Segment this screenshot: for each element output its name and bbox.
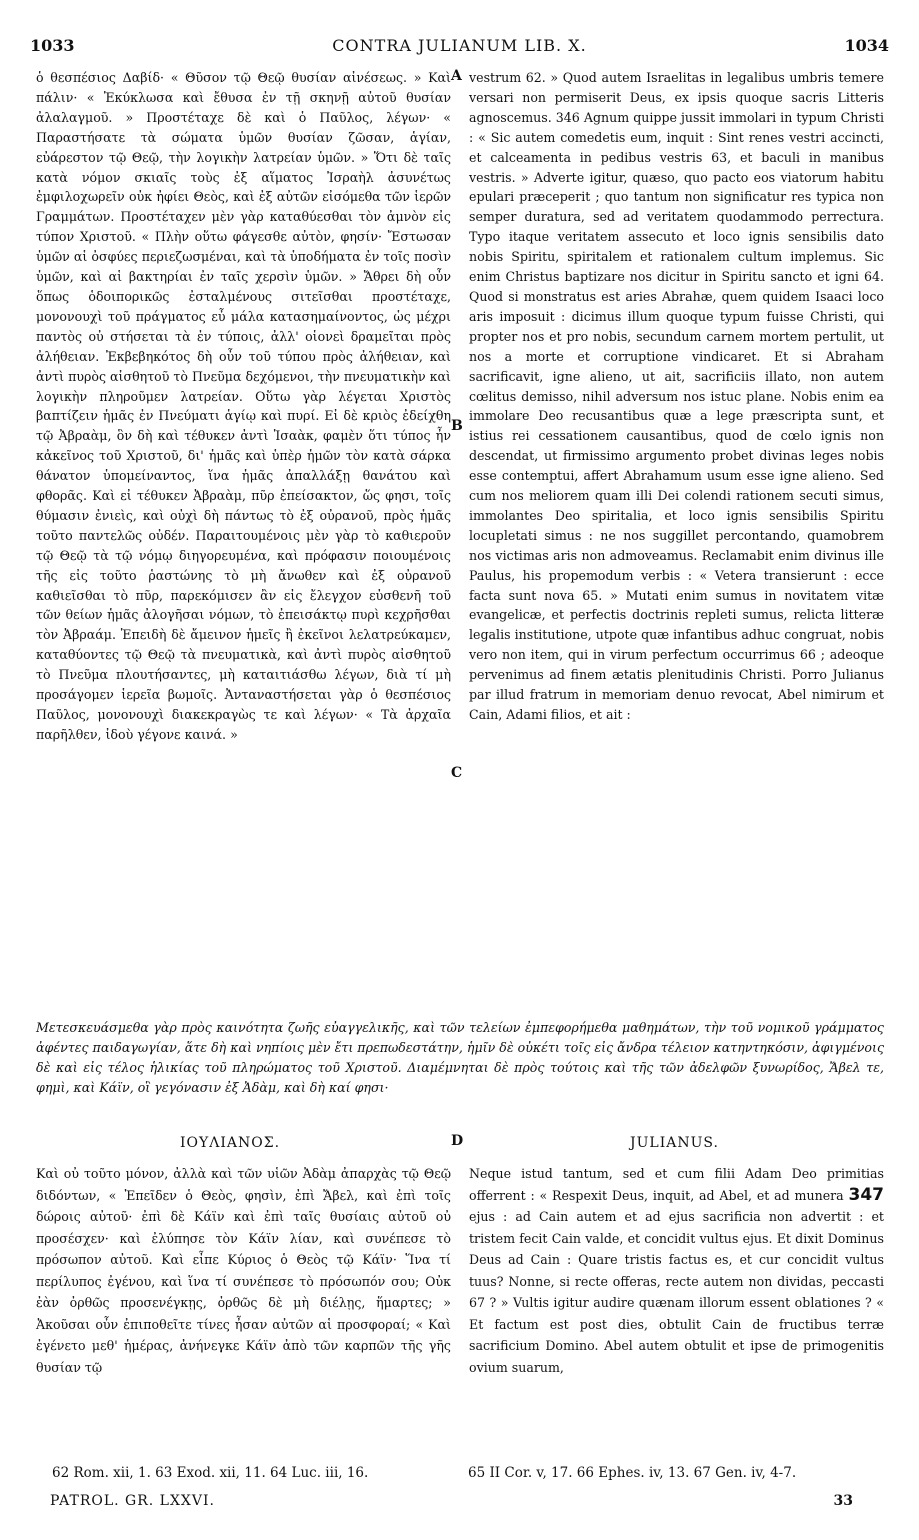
greek-text-top: ὁ θεσπέσιος Δαβίδ· « Θῦσον τῷ Θεῷ θυσίαν αἰνέσεως. » Καὶ πάλιν· « Ἐκύκλωσα καὶ ἔθυσα ἐν τῇ σκηνῇ αὐτοῦ θυσίαν ἀλαλαγμοῦ. » Προστέταχε δὲ καὶ ὁ Παῦλος, λέγων· « Παραστήσατε τὰ σώματα ὑμῶν θυσίαν ζῶσαν, ἁγίαν, εὐάρεστον τῷ Θεῷ, τὴν λογικὴν λατρείαν ὑμῶν. » Ὅτι δὲ ταῖς κατὰ νόμον σκιαῖς τοὺς ἐξ αἵματος Ἰσραὴλ ἀσυνέτως ἐμφιλοχωρεῖν οὐκ ἠφίει Θεὸς, καὶ ἐξ αὐτῶν εἰσόμεθα τῶν ἱερῶν Γραμμάτων. Προστέταχεν μὲν γὰρ καταθύεσθαι τὸν ἀμνὸν εἰς τύπον Χριστοῦ. « Πλὴν οὕτω φάγεσθε αὐτὸν, φησίν· Ἔστωσαν ὑμῶν αἱ ὀσφύες περιεζωσμέναι, καὶ τὰ ὑποδήματα ἐν τοῖς ποσὶν ὑμῶν, καὶ αἱ βακτηρίαι ἐν ταῖς χερσὶν ὑμῶν. » Ἄθρει δὴ οὖν ὅπως ὁδοιπορικῶς ἐσταλμένους σιτεῖσθαι προστέταχε, μονονουχὶ τοῦ πράγματος εὖ μάλα κατασημαίνοντος, ὡς μέχρι παντὸς οὐ στήσεται τὰ ἐν τύποις, ἀλλ' οἱονεὶ δραμεῖται πρὸς ἀλήθειαν. Ἐκβεβηκότος δὴ οὖν τοῦ τύπου πρὸς ἀλήθειαν, καὶ ἀντὶ πυρὸς αἰσθητοῦ τὸ Πνεῦμα δεχόμενοι, τὴν πνευματικὴν καὶ λογικὴν πληροῦμεν λατρείαν. Οὕτω γὰρ λέγεται Χριστὸς βαπτίζειν ἡμᾶς ἐν Πνεύματι ἁγίῳ καὶ πυρί. Εἰ δὲ κριὸς ἐδείχθη τῷ Ἀβραὰμ, ὃν δὴ καὶ τέθυκεν ἀντὶ Ἰσαὰκ, φαμὲν ὅτι τύπος ἦν κἀκεῖνος τοῦ Χριστοῦ, δι' ἡμᾶς καὶ ὑπὲρ ἡμῶν τὸν κατὰ σάρκα θάνατον ὑπομείναντος, ἵνα ἡμᾶς ἀπαλλάξῃ θανάτου καὶ φθορᾶς. Καὶ εἰ τέθυκεν Ἀβραὰμ, πῦρ ἐπείσακτον, ὥς φησι, τοῖς θύμασιν ἐνιεὶς, καὶ οὐχὶ δὴ πάντως τὸ ἐξ οὐρανοῦ, πρὸς ἡμᾶς τοῦτο παντελῶς οὐδέν. Παραιτουμένοις μὲν γὰρ τὸ καθιεροῦν τῷ Θεῷ τὰ τῷ νόμῳ διηγορευμένα, καὶ πρόφασιν ποιουμένοις τῆς εἰς τοῦτο ῥαστώνης τὸ μὴ ἄνωθεν καὶ ἐξ οὐρανοῦ καθιεῖσθαι τὸ πῦρ, παρεκόμισεν ἂν εἰς ἔλεγχον εὐσθενῆ τοῦ τῶν θείων ἡμᾶς ἀλογῆσαι νόμων, τὸ ἐπεισάκτῳ πυρὶ κεχρῆσθαι τὸν Ἀβραάμ. Ἐπειδὴ δὲ ἄμεινον ἡμεῖς ἢ ἐκεῖνοι λελατρεύκαμεν, καταθύοντες τῷ Θεῷ τὰ πνευματικὰ, καὶ ἀντὶ πυρὸς αἰσθητοῦ τὸ Πνεῦμα πλουτήσαντες, μὴ καταιτιάσθω λέγων, διὰ τί μὴ προσάγομεν ἱερεῖα βωμοῖς. Ἀνταναστήσεται γὰρ ὁ θεσπέσιος Παῦλος, μονονουχὶ διακεκραγὼς τε καὶ λέγων· « Τὰ ἀρχαῖα παρῆλθεν, ἰδοὺ γέγονε καινά. » bbox=[36, 70, 451, 742]
latin-text-top: vestrum 62. » Quod autem Israelitas in legalibus umbris temere versari non permiserit Deus, ex ipsis quoque sacris Litteris agnoscemus. 346 Agnum quippe jussit immolari in typum Christi : « Sic autem comedetis eum, inquit : Sint renes vestri accincti, et calceamenta in pedibus vestris 63, et baculi in manibus vestris. » Adverte igitur, quæso, quo pacto eos viatorum habitu epulari præceperit ; quo tantum non significatur res typica non semper duratura, sed ad veritatem quodammodo perrectura. Typo itaque veritatem assecuto et loco ignis sensibilis dato nobis Spiritu, spiritalem et rationalem cultum implemus. Sic enim Christus baptizare nos dicitur in Spiritu sancto et igni 64. Quod si monstratus est aries Abrahæ, quem quidem Isaaci loco aris imposuit : dicimus illum quoque typum fuisse Christi, qui propter nos et pro nobis, secundum carnem mortem pertulit, ut nos a morte et corruptione vindicaret. Et si Abraham sacrificavit, igne alieno, ut ait, sacrificiis illato, non autem cœlitus demisso, nihil adversum nos istuc plane. Nobis enim ea immolare Deo recusantibus quæ a lege præscripta sunt, et istius rei cessationem causantibus, quod de cœlo ignis non descendat, ut firmissimo argumento probet divinas leges nobis esse contemptui, affert Abrahamum usum esse igne alieno. Sed cum nos meliorem quam illi Dei colendi rationem secuti simus, immolantes Deo spiritalia, et loco ignis sensibilis Spiritu locupletati simus : ne nos suggillet percontando, quamobrem nos victimas aris non admoveamus. Reclamabit enim divinus ille Paulus, his propemodum verbis : « Vetera transierunt : ecce facta sunt nova 65. » Mutati enim sumus in novitatem vitæ evangelicæ, et perfectis doctrinis repleti sumus, relicta litteræ legalis institutione, utpote quæ infantibus adhuc congruat, nobis vero non item, qui in virum perfectum occurrimus 66 ; adeoque pervenimus ad finem ætatis plenitudinis Christi. Porro Julianus par illud fratrum in memoriam denuo revocat, Abel nimirum et Cain, Adami filios, et ait : bbox=[469, 70, 884, 722]
greek-text-bottom: Καὶ οὐ τοῦτο μόνον, ἀλλὰ καὶ τῶν υἱῶν Ἀδὰμ ἀπαρχὰς τῷ Θεῷ διδόντων, « Ἐπεῖδεν ὁ Θεὸς, φησὶν, ἐπὶ Ἄβελ, καὶ ἐπὶ τοῖς δώροις αὐτοῦ· ἐπὶ δὲ Κάϊν καὶ ἐπὶ ταῖς θυσίαις αὐτοῦ οὐ προσέσχεν· καὶ ἐλύπησε τὸν Κάϊν λίαν, καὶ συνέπεσε τὸ πρόσωπον αὐτοῦ. Καὶ εἶπε Κύριος ὁ Θεὸς τῷ Κάϊν· Ἵνα τί περίλυπος ἐγένου, καὶ ἵνα τί συνέπεσε τὸ πρόσωπόν σου; Οὐκ ἐὰν ὀρθῶς προσενέγκῃς, ὀρθῶς δὲ μὴ διέλῃς, ἥμαρτες; » Ἀκοῦσαι οὖν ἐπιποθεῖτε τίνες ἦσαν αὐτῶν αἱ προσφοραί; « Καὶ ἐγένετο μεθ' ἡμέρας, ἀνήνεγκε Κάϊν ἀπὸ τῶν καρπῶν τῆς γῆς θυσίαν τῷ bbox=[36, 1166, 451, 1375]
running-title: CONTRA JULIANUM LIB. X. bbox=[332, 36, 587, 55]
footnotes-right: 65 II Cor. v, 17. 66 Ephes. iv, 13. 67 Gen. iv, 4-7. bbox=[468, 1465, 797, 1481]
margin-marker-b: B bbox=[451, 418, 463, 434]
latin-text-bottom bbox=[469, 1163, 884, 1378]
margin-marker-d: D bbox=[451, 1133, 464, 1149]
page-number-left: 1033 bbox=[30, 36, 75, 55]
volume-label: PATROL. GR. LXXVI. bbox=[50, 1493, 215, 1509]
footnotes-left: 62 Rom. xii, 1. 63 Exod. xii, 11. 64 Luc. iii, 16. bbox=[52, 1465, 369, 1481]
signature-number: 33 bbox=[833, 1493, 853, 1509]
migne-page-number: 347 bbox=[848, 1184, 884, 1205]
latin-text-bottom-part2: ejus : ad Cain autem et ad ejus sacrificia non advertit : et tristem fecit Cain valde, et concidit vultus ejus. Et dixit Dominus Deus ad Cain : Quare tristis factus es, et cur concidit vultus tuus? Nonne, si recte offeras, recte autem non dividas, peccasti 67 ? » Vultis igitur audire quænam illorum essent oblationes ? « Et factum est post dies, obtulit Cain de fructibus terræ sacrificium Domino. Abel autem obtulit et ipse de primogenitis ovium suarum, bbox=[469, 1209, 884, 1375]
greek-column-top bbox=[36, 68, 451, 745]
page-header bbox=[30, 36, 889, 58]
page-number-right: 1034 bbox=[844, 36, 889, 55]
section-title-latin: JULIANUS. bbox=[630, 1135, 719, 1151]
latin-column-bottom bbox=[469, 1163, 884, 1378]
latin-column-top bbox=[469, 68, 884, 725]
section-title-greek: ΙΟΥΛΙΑΝΟΣ. bbox=[180, 1135, 281, 1151]
margin-marker-a: A bbox=[451, 68, 462, 84]
greek-column-bottom bbox=[36, 1163, 451, 1378]
greek-fullwidth-text: Μετεσκευάσμεθα γὰρ πρὸς καινότητα ζωῆς εὐαγγελικῆς, καὶ τῶν τελείων ἐμπεφορήμεθα μαθημάτων, τὴν τοῦ νομικοῦ γράμματος ἀφέντες παιδαγωγίαν, ἅτε δὴ καὶ νηπίοις μὲν ἔτι πρεπωδεστάτην, ἡμῖν δὲ οὐκέτι τοῖς εἰς ἄνδρα τέλειον κατηντηκόσιν, ἀφιγμένοις δὲ καὶ εἰς τέλος ἡλικίας τοῦ πληρώματος τοῦ Χριστοῦ. Διαμέμνηται δὲ πρὸς τούτοις καὶ τῆς τῶν ἀδελφῶν ξυνωρίδος, Ἄβελ τε, φημὶ, καὶ Κάϊν, οἳ γεγόνασιν ἐξ Ἀδὰμ, καὶ δὴ καί φησι· bbox=[36, 1020, 884, 1095]
margin-marker-c: C bbox=[451, 765, 463, 781]
latin-text-bottom-part1: Neque istud tantum, sed et cum filii Adam Deo primitias offerrent : « Respexit Deus, inquit, ad Abel, et ad munera bbox=[469, 1166, 884, 1203]
